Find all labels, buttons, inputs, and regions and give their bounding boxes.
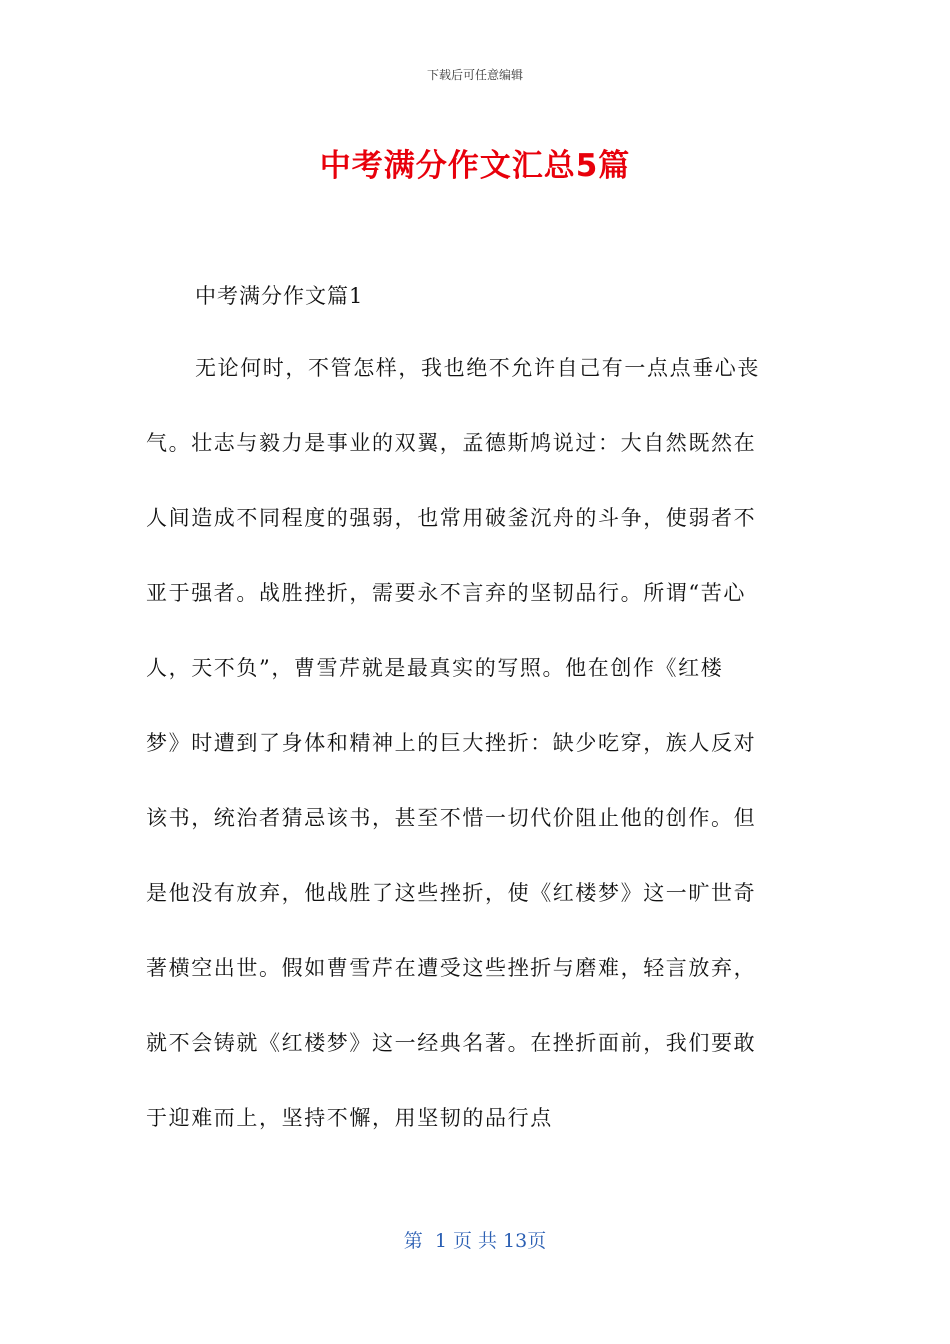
body-line: 无论何时，不管怎样，我也绝不允许自己有一点点垂心丧 — [195, 356, 760, 380]
body-line: 该书，统治者猜忌该书，甚至不惜一切代价阻止他的创作。但 — [146, 806, 757, 830]
body-line: 著横空出世。假如曹雪芹在遭受这些挫折与磨难，轻言放弃， — [146, 956, 757, 980]
body-line: 人，天不负”，曹雪芹就是最真实的写照。他在创作《红楼 — [146, 656, 724, 680]
body-line: 人间造成不同程度的强弱，也常用破釜沉舟的斗争，使弱者不 — [146, 506, 757, 530]
section-heading: 中考满分作文篇1 — [195, 284, 364, 308]
body-line: 亚于强者。战胜挫折，需要永不言弃的坚韧品行。所谓“苦心 — [146, 581, 746, 605]
body-line: 梦》时遭到了身体和精神上的巨大挫折：缺少吃穿，族人反对 — [146, 731, 757, 755]
body-line: 气。壮志与毅力是事业的双翼，孟德斯鸠说过：大自然既然在 — [146, 431, 757, 455]
page-number-footer: 第 1 页 共 13页 — [403, 1230, 547, 1252]
body-line: 就不会铸就《红楼梦》这一经典名著。在挫折面前，我们要敢 — [146, 1031, 757, 1055]
body-text — [146, 347, 792, 1172]
document-title: 中考满分作文汇总5篇 — [319, 148, 631, 184]
body-line: 是他没有放弃，他战胜了这些挫折，使《红楼梦》这一旷世奇 — [146, 881, 757, 905]
body-line: 于迎难而上，坚持不懈，用坚韧的品行点 — [146, 1106, 553, 1130]
header-note: 下载后可任意编辑 — [426, 68, 523, 82]
